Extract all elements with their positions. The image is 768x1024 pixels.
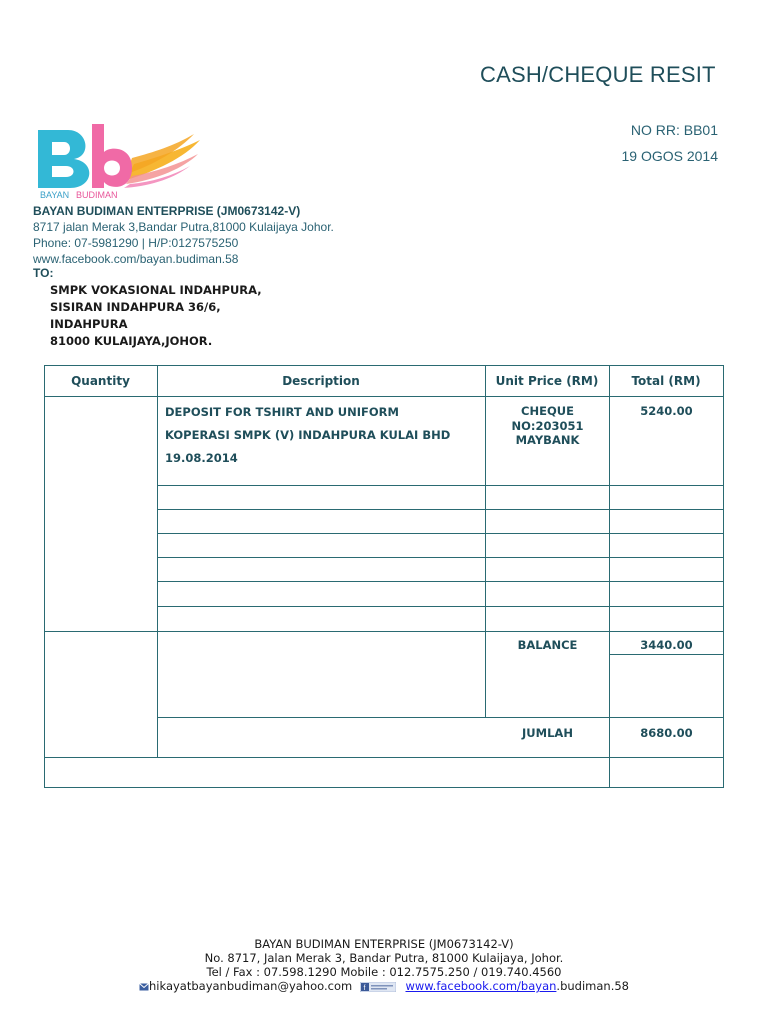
- table-divider: [44, 396, 724, 397]
- jumlah-value: 8680.00: [640, 726, 693, 740]
- table-divider: [157, 365, 158, 757]
- recipient-line: SMPK VOKASIONAL INDAHPURA,: [50, 283, 262, 297]
- footer-email[interactable]: hikayatbayanbudiman@yahoo.com: [149, 979, 353, 993]
- table-divider: [44, 757, 724, 758]
- item-total: 5240.00: [640, 404, 693, 418]
- company-phone: Phone: 07-5981290 | H/P:0127575250: [33, 236, 239, 250]
- cheque-number: NO:203051: [511, 418, 584, 433]
- jumlah-label: JUMLAH: [522, 726, 573, 740]
- table-border: [44, 365, 45, 788]
- table-divider: [157, 717, 724, 718]
- table-divider: [609, 654, 724, 655]
- table-border: [44, 787, 724, 788]
- header-unit-price: Unit Price (RM): [495, 374, 599, 388]
- wing-icon: [124, 134, 200, 188]
- receipt-date: 19 OGOS 2014: [621, 148, 718, 164]
- footer-contact: Tel / Fax : 07.598.1290 Mobile : 012.7575.250 / 019.740.4560: [206, 965, 562, 979]
- table-divider: [157, 485, 724, 486]
- header-quantity: Quantity: [71, 374, 130, 388]
- item-description: 19.08.2014: [165, 451, 238, 465]
- table-divider: [157, 606, 724, 607]
- balance-label: BALANCE: [517, 638, 578, 652]
- cheque-bank: MAYBANK: [515, 433, 580, 447]
- svg-text:f: f: [363, 984, 366, 992]
- company-name: BAYAN BUDIMAN ENTERPRISE (JM0673142-V): [33, 204, 301, 218]
- email-icon: [139, 982, 149, 992]
- item-unit-price: [486, 404, 609, 448]
- item-description: KOPERASI SMPK (V) INDAHPURA KULAI BHD: [165, 428, 451, 442]
- company-logo: [34, 122, 204, 200]
- facebook-icon: [360, 982, 396, 992]
- table-divider: [157, 581, 724, 582]
- header-total: Total (RM): [631, 374, 701, 388]
- recipient-label: TO:: [33, 266, 54, 280]
- recipient-line: INDAHPURA: [50, 317, 128, 331]
- footer-online: [0, 979, 768, 993]
- header-description: Description: [282, 374, 360, 388]
- company-facebook: www.facebook.com/bayan.budiman.58: [33, 252, 239, 266]
- footer-company-name: BAYAN BUDIMAN ENTERPRISE (JM0673142-V): [254, 937, 514, 951]
- table-border: [723, 365, 724, 788]
- cheque-label: CHEQUE: [521, 404, 574, 418]
- recipient-line: SISIRAN INDAHPURA 36/6,: [50, 300, 221, 314]
- table-divider: [44, 631, 724, 632]
- footer-address: No. 8717, Jalan Merak 3, Bandar Putra, 81000 Kulaijaya, Johor.: [204, 951, 564, 965]
- receipt-number: NO RR: BB01: [630, 122, 718, 138]
- table-divider: [157, 533, 724, 534]
- company-address: 8717 jalan Merak 3,Bandar Putra,81000 Kulaijaya Johor.: [33, 220, 334, 234]
- item-description: DEPOSIT FOR TSHIRT AND UNIFORM: [165, 405, 399, 419]
- svg-text:BAYAN: BAYAN: [40, 190, 70, 200]
- table-divider: [157, 509, 724, 510]
- receipt-title: CASH/CHEQUE RESIT: [480, 62, 716, 87]
- balance-value: 3440.00: [640, 638, 693, 652]
- table-divider: [157, 557, 724, 558]
- footer-facebook-suffix: .budiman.58: [556, 979, 629, 993]
- table-divider: [609, 365, 610, 788]
- svg-text:BUDIMAN: BUDIMAN: [76, 190, 118, 200]
- footer-facebook-link[interactable]: www.facebook.com/bayan: [405, 979, 557, 993]
- recipient-line: 81000 KULAIJAYA,JOHOR.: [50, 334, 213, 348]
